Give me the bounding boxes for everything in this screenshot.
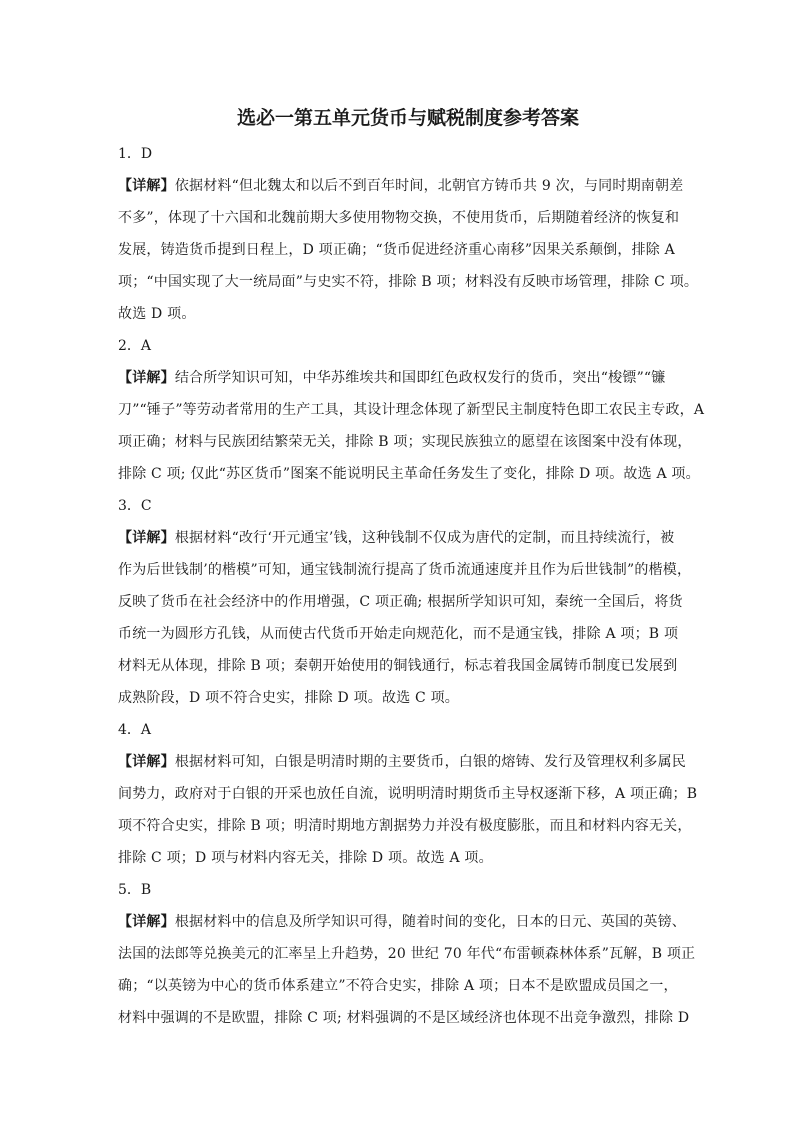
- explanation-line: 不多”，体现了十六国和北魏前期大多使用物物交换，不使用货币，后期随着经济的恢复和: [118, 210, 680, 226]
- explanation-line: 排除 C 项；D 项与材料内容无关，排除 D 项。故选 A 项。: [118, 850, 493, 866]
- explanation-line: 法国的法郎等兑换美元的汇率呈上升趋势，20 世纪 70 年代“布雷顿森林体系”瓦解，B 项正: [118, 946, 696, 962]
- explanation-line: 【详解】根据材料可知，白银是明清时期的主要货币，白银的熔铸、发行及管理权利多属民: [118, 754, 687, 770]
- explanation-line: 故选 D 项。: [118, 306, 196, 322]
- explanation-line: 反映了货币在社会经济中的作用增强，C 项正确; 根据所学知识可知，秦统一全国后，将货: [118, 594, 683, 610]
- explanation-tag: 【详解】: [118, 530, 175, 546]
- explanation-line: 间势力，政府对于白银的开采也放任自流，说明明清时期货币主导权逐渐下移，A 项正确；B: [118, 786, 698, 802]
- explanation-line: 材料中强调的不是欧盟，排除 C 项; 材料强调的不是区域经济也体现不出竞争激烈，排除 D: [118, 1010, 690, 1026]
- explanation-line: 【详解】结合所学知识可知，中华苏维埃共和国即红色政权发行的货币，突出“梭镖”“镰: [118, 370, 666, 386]
- explanation-line: 发展，铸造货币提到日程上，D 项正确；“货币促进经济重心南移”因果关系颠倒，排除 A: [118, 242, 675, 258]
- explanation-line: 项正确；材料与民族团结繁荣无关，排除 B 项；实现民族独立的愿望在该图案中没有体现，: [118, 434, 692, 450]
- question-3: [118, 490, 698, 714]
- question-2: [118, 330, 705, 490]
- explanation-tag: 【详解】: [118, 914, 175, 930]
- explanation-line: 项；“中国实现了大一统局面”与史实不符，排除 B 项；材料没有反映市场管理，排除 C 项。: [118, 274, 699, 290]
- question-5: [118, 874, 698, 1034]
- question-1: [118, 138, 698, 330]
- explanation-line: 【详解】根据材料“改行‘开元通宝’钱，这种钱制不仅成为唐代的定制，而且持续流行，被: [118, 530, 675, 546]
- question-4: [118, 714, 698, 874]
- question-number: 2．A: [118, 338, 152, 354]
- page-title: 选必一第五单元货币与赋税制度参考答案: [236, 107, 579, 129]
- question-number: 4．A: [118, 722, 152, 738]
- explanation-tag: 【详解】: [118, 178, 175, 194]
- explanation-line: 排除 C 项; 仅此“苏区货币”图案不能说明民主革命任务发生了变化，排除 D 项。故选 A 项。: [118, 466, 700, 482]
- explanation-line: 刀”“锤子”等劳动者常用的生产工具，其设计理念体现了新型民主制度特色即工农民主专政，A: [118, 402, 705, 418]
- explanation-line: 【详解】根据材料中的信息及所学知识可得，随着时间的变化，日本的日元、英国的英镑、: [118, 914, 687, 930]
- explanation-line: 确；“以英镑为中心的货币体系建立”不符合史实，排除 A 项；日本不是欧盟成员国之一，: [118, 978, 678, 994]
- question-number: 3．C: [118, 498, 152, 514]
- explanation-line: 币统一为圆形方孔钱，从而使古代货币开始走向规范化，而不是通宝钱，排除 A 项；B 项: [118, 626, 679, 642]
- answer-document: [118, 102, 705, 1034]
- explanation-line: 作为后世钱制’的楷模”可知，通宝钱制流行提高了货币流通速度并且作为后世钱制”的楷模，: [118, 562, 692, 578]
- explanation-line: 成熟阶段，D 项不符合史实，排除 D 项。故选 C 项。: [118, 690, 460, 706]
- question-number: 1．D: [118, 146, 153, 162]
- explanation-line: 材料无从体现，排除 B 项；秦朝开始使用的铜钱通行，标志着我国金属铸币制度已发展到: [118, 658, 678, 674]
- explanation-line: 【详解】依据材料“但北魏太和以后不到百年时间，北朝官方铸币共 9 次，与同时期南朝差: [118, 178, 684, 194]
- explanation-tag: 【详解】: [118, 370, 175, 386]
- explanation-line: 项不符合史实，排除 B 项；明清时期地方割据势力并没有极度膨胀，而且和材料内容无关，: [118, 818, 692, 834]
- question-number: 5．B: [118, 882, 152, 898]
- explanation-tag: 【详解】: [118, 754, 175, 770]
